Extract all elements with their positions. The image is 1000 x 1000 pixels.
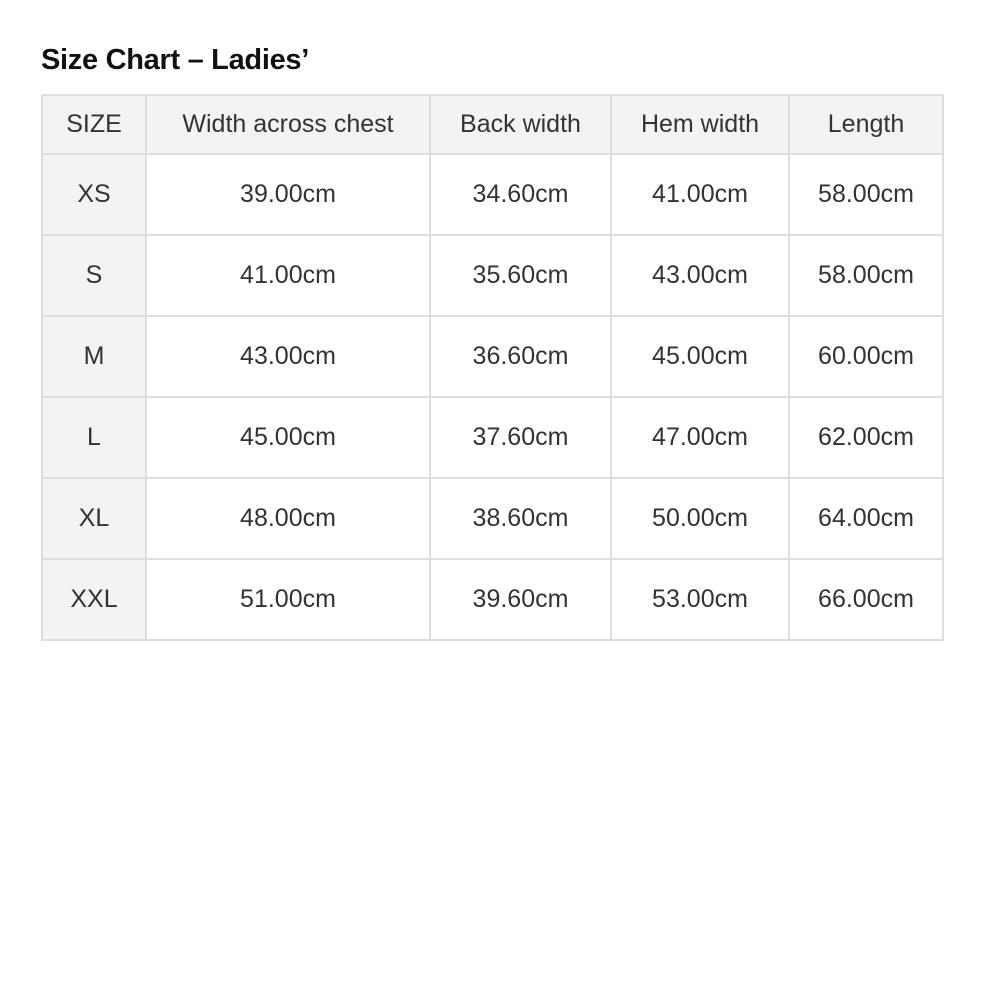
- hem-width-cell: 45.00cm: [611, 316, 789, 397]
- column-header-hem-width: Hem width: [611, 95, 789, 154]
- size-cell: S: [42, 235, 146, 316]
- back-width-cell: 36.60cm: [430, 316, 611, 397]
- length-cell: 64.00cm: [789, 478, 943, 559]
- back-width-cell: 38.60cm: [430, 478, 611, 559]
- hem-width-cell: 43.00cm: [611, 235, 789, 316]
- length-cell: 58.00cm: [789, 235, 943, 316]
- length-cell: 66.00cm: [789, 559, 943, 640]
- hem-width-cell: 47.00cm: [611, 397, 789, 478]
- size-cell: M: [42, 316, 146, 397]
- length-cell: 58.00cm: [789, 154, 943, 235]
- hem-width-cell: 53.00cm: [611, 559, 789, 640]
- table-row: [42, 397, 943, 478]
- length-cell: 60.00cm: [789, 316, 943, 397]
- column-header-back-width: Back width: [430, 95, 611, 154]
- chest-width-cell: 48.00cm: [146, 478, 430, 559]
- column-header-size: SIZE: [42, 95, 146, 154]
- back-width-cell: 37.60cm: [430, 397, 611, 478]
- table-row: [42, 154, 943, 235]
- table-row: [42, 316, 943, 397]
- chest-width-cell: 39.00cm: [146, 154, 430, 235]
- size-cell: XS: [42, 154, 146, 235]
- column-header-chest-width: Width across chest: [146, 95, 430, 154]
- back-width-cell: 39.60cm: [430, 559, 611, 640]
- back-width-cell: 34.60cm: [430, 154, 611, 235]
- column-header-length: Length: [789, 95, 943, 154]
- chest-width-cell: 45.00cm: [146, 397, 430, 478]
- chest-width-cell: 41.00cm: [146, 235, 430, 316]
- table-row: [42, 478, 943, 559]
- hem-width-cell: 41.00cm: [611, 154, 789, 235]
- table-row: [42, 559, 943, 640]
- page-title: Size Chart – Ladies’: [41, 44, 309, 76]
- header-row: [42, 95, 943, 154]
- table-row: [42, 235, 943, 316]
- chest-width-cell: 51.00cm: [146, 559, 430, 640]
- size-cell: L: [42, 397, 146, 478]
- size-chart-table: [41, 94, 944, 641]
- chest-width-cell: 43.00cm: [146, 316, 430, 397]
- size-cell: XL: [42, 478, 146, 559]
- back-width-cell: 35.60cm: [430, 235, 611, 316]
- hem-width-cell: 50.00cm: [611, 478, 789, 559]
- size-cell: XXL: [42, 559, 146, 640]
- length-cell: 62.00cm: [789, 397, 943, 478]
